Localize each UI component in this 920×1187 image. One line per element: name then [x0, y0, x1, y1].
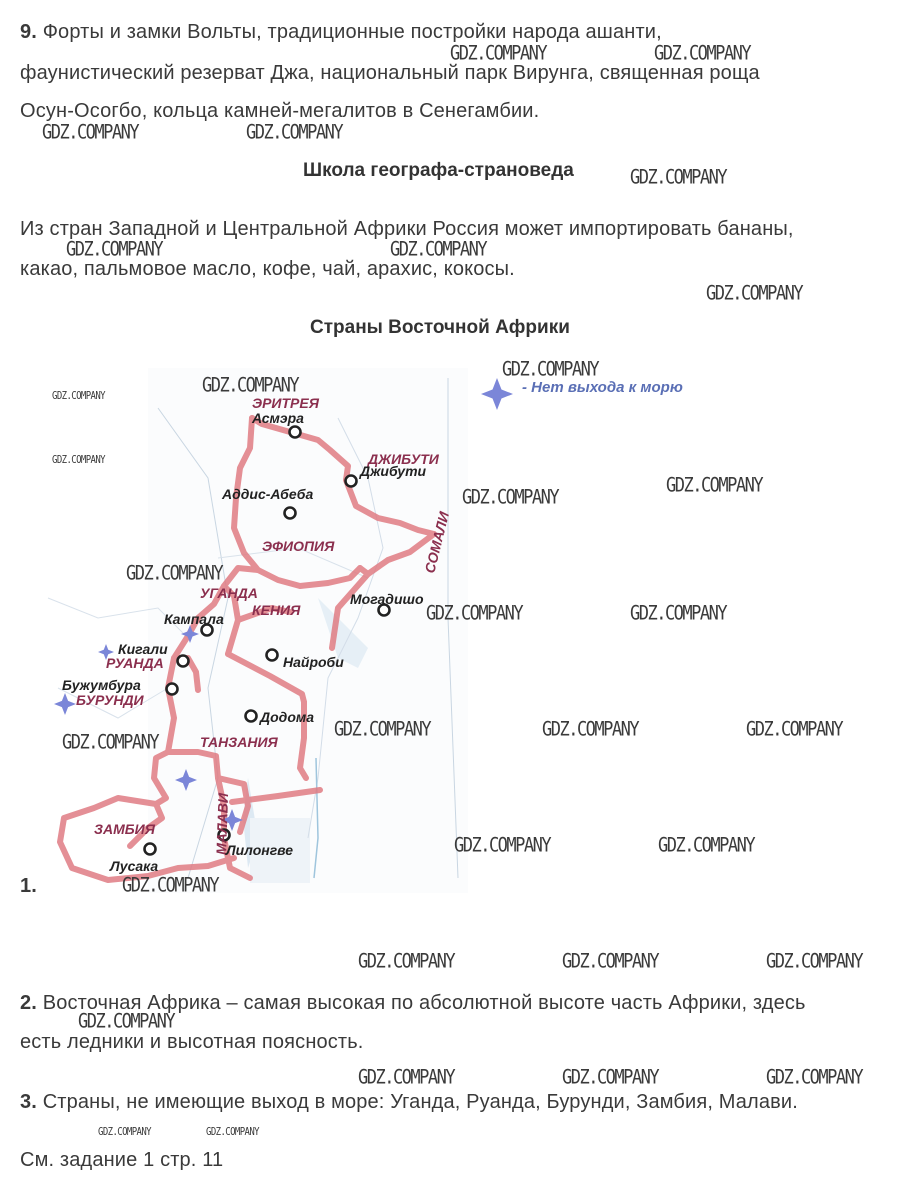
label-eritrea: ЭРИТРЕЯ — [252, 395, 319, 411]
item2-line2: есть ледники и высотная поясность. — [20, 1031, 364, 1053]
watermark: GDZ.COMPANY — [126, 562, 223, 585]
capital-marker-bujumbura — [167, 684, 178, 695]
label-lilongwe: Лилонгве — [226, 842, 294, 858]
watermark: GDZ.COMPANY — [66, 238, 163, 261]
watermark: GDZ.COMPANY — [766, 1066, 863, 1089]
label-zambia: ЗАМБИЯ — [94, 821, 155, 837]
watermark: GDZ.COMPANY — [98, 1127, 152, 1139]
label-dodoma: Додома — [260, 709, 315, 725]
label-lusaka: Лусака — [110, 858, 159, 874]
map-legend-text: - Нет выхода к морю — [522, 379, 683, 396]
watermark: GDZ.COMPANY — [42, 121, 139, 144]
item1-number: 1. — [20, 875, 37, 897]
task9-number: 9. — [20, 21, 37, 43]
capital-marker-addis-ababa — [285, 508, 296, 519]
capital-marker-djibouti — [346, 476, 357, 487]
item3-text: Страны, не имеющие выход в море: Уганда, Руанда, Бурунди, Замбия, Малави. — [42, 1091, 798, 1113]
task9-line3: Осун-Осогбо, кольца камней-мегалитов в Сенегамбии. — [20, 100, 540, 122]
watermark: GDZ.COMPANY — [630, 166, 727, 189]
label-rwanda: РУАНДА — [106, 655, 164, 671]
map-background — [48, 368, 468, 893]
label-mogadishu: Могадишо — [350, 591, 424, 607]
watermark: GDZ.COMPANY — [562, 950, 659, 973]
legend-landlocked-icon — [481, 378, 513, 410]
label-djibouti: ДЖИБУТИ — [368, 451, 439, 467]
watermark: GDZ.COMPANY — [426, 602, 523, 625]
watermark: GDZ.COMPANY — [658, 834, 755, 857]
label-somalia: СОМАЛИ — [421, 510, 453, 575]
item2-text-1: Восточная Африка – самая высокая по абсолютной высоте часть Африки, здесь — [42, 992, 806, 1014]
label-burundi: БУРУНДИ — [76, 692, 144, 708]
watermark: GDZ.COMPANY — [542, 718, 639, 741]
watermark: GDZ.COMPANY — [52, 391, 106, 403]
label-asmara: Асмэра — [252, 410, 304, 426]
label-malawi: МАЛАВИ — [213, 792, 232, 856]
task9-line1 — [20, 22, 662, 42]
landlocked-marker-burundi — [54, 693, 76, 715]
watermark: GDZ.COMPANY — [62, 731, 159, 754]
capital-marker-asmara — [290, 427, 301, 438]
watermark: GDZ.COMPANY — [450, 42, 547, 65]
label-kampala: Кампала — [164, 611, 224, 627]
capital-marker-kigali — [178, 656, 189, 667]
task9-line2: фаунистический резерват Джа, национальный парк Вирунга, священная роща — [20, 62, 760, 84]
east-africa-heading: Страны Восточной Африки — [310, 317, 570, 338]
watermark: GDZ.COMPANY — [52, 455, 106, 467]
label-kigali: Кигали — [118, 641, 168, 657]
item3-line — [20, 1092, 798, 1112]
label-djibouti-city: Джибути — [360, 463, 427, 479]
watermark: GDZ.COMPANY — [654, 42, 751, 65]
watermark: GDZ.COMPANY — [334, 718, 431, 741]
watermark: GDZ.COMPANY — [206, 1127, 260, 1139]
label-kenya: КЕНИЯ — [252, 602, 301, 618]
task9-text-1: Форты и замки Вольты, традиционные постройки народа ашанти, — [42, 21, 662, 43]
watermark: GDZ.COMPANY — [246, 121, 343, 144]
label-bujumbura: Бужумбура — [62, 677, 141, 693]
watermark: GDZ.COMPANY — [502, 358, 599, 381]
watermark: GDZ.COMPANY — [122, 874, 219, 897]
school-line1: Из стран Западной и Центральной Африки Россия может импортировать бананы, — [20, 218, 794, 240]
watermark: GDZ.COMPANY — [766, 950, 863, 973]
item3-number: 3. — [20, 1091, 37, 1113]
label-nairobi: Найроби — [283, 654, 344, 670]
school-line2: какао, пальмовое масло, кофе, чай, арахис, кокосы. — [20, 258, 515, 280]
watermark: GDZ.COMPANY — [630, 602, 727, 625]
see-also: См. задание 1 стр. 11 — [20, 1149, 224, 1171]
capital-marker-lusaka — [145, 844, 156, 855]
label-tanzania: ТАНЗАНИЯ — [200, 734, 278, 750]
watermark: GDZ.COMPANY — [454, 834, 551, 857]
watermark: GDZ.COMPANY — [706, 282, 803, 305]
watermark: GDZ.COMPANY — [390, 238, 487, 261]
watermark: GDZ.COMPANY — [78, 1010, 175, 1033]
school-heading: Школа географа-страноведа — [303, 160, 574, 181]
watermark: GDZ.COMPANY — [666, 474, 763, 497]
item2-number: 2. — [20, 992, 37, 1014]
capital-marker-dodoma — [246, 711, 257, 722]
watermark: GDZ.COMPANY — [562, 1066, 659, 1089]
watermark: GDZ.COMPANY — [202, 374, 299, 397]
label-addis-ababa: Аддис-Абеба — [222, 486, 314, 502]
label-uganda: УГАНДА — [200, 585, 258, 601]
watermark: GDZ.COMPANY — [462, 486, 559, 509]
watermark: GDZ.COMPANY — [358, 950, 455, 973]
label-ethiopia: ЭФИОПИЯ — [262, 538, 335, 554]
watermark: GDZ.COMPANY — [746, 718, 843, 741]
watermark: GDZ.COMPANY — [358, 1066, 455, 1089]
capital-marker-nairobi — [267, 650, 278, 661]
